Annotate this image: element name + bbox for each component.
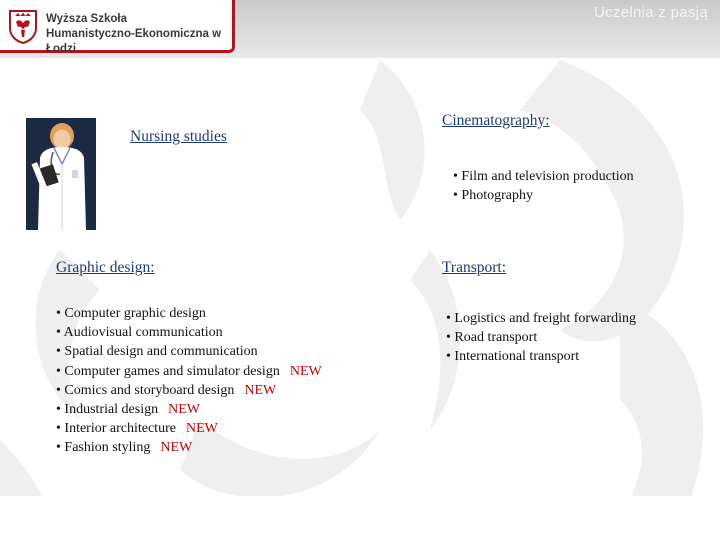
- list-item-text: Spatial design and communication: [64, 344, 258, 360]
- university-name-line-2: Humanistyczno-Ekonomiczna w Łodzi: [46, 28, 222, 55]
- list-item-text: Fashion styling: [64, 440, 151, 456]
- list-item-text: Computer graphic design: [64, 306, 206, 321]
- list-item: [56, 419, 322, 438]
- list-item: [56, 381, 322, 400]
- list-item-text: Interior architecture: [64, 421, 176, 437]
- list-item: • International transport: [446, 347, 636, 366]
- list-item: • Logistics and freight forwarding: [446, 309, 636, 328]
- list-item: • Film and television production: [453, 167, 634, 186]
- new-badge: NEW: [168, 402, 201, 418]
- list-item-text: Industrial design: [64, 402, 159, 418]
- university-name-line-1: Wyższa Szkoła: [46, 13, 127, 25]
- list-item: [56, 342, 322, 361]
- list-item: [56, 304, 322, 323]
- graphic-design-list: [56, 304, 322, 458]
- list-item: • Photography: [453, 186, 634, 205]
- list-item-text: Audiovisual communication: [63, 325, 223, 341]
- list-item: [56, 438, 322, 457]
- list-item: [56, 362, 322, 381]
- cinematography-heading: Cinematography:: [442, 112, 550, 129]
- list-item: [56, 323, 322, 342]
- cinematography-list: [453, 167, 634, 205]
- new-badge: NEW: [289, 363, 322, 379]
- nursing-studies-heading: Nursing studies: [130, 128, 227, 145]
- list-item-text: Computer games and simulator design: [64, 363, 280, 379]
- transport-heading: Transport:: [442, 259, 507, 276]
- transport-list: [446, 309, 636, 367]
- nurse-icon: [26, 118, 96, 230]
- graphic-design-heading: Graphic design:: [56, 259, 155, 276]
- tagline: Uczelnia z pasją: [593, 4, 708, 21]
- list-item: [56, 400, 322, 419]
- new-badge: NEW: [244, 382, 277, 398]
- list-item: • Road transport: [446, 328, 636, 347]
- list-item-text: Comics and storyboard design: [64, 382, 235, 398]
- nurse-illustration-panel: [26, 118, 96, 230]
- new-badge: NEW: [160, 440, 193, 456]
- new-badge: NEW: [185, 421, 218, 437]
